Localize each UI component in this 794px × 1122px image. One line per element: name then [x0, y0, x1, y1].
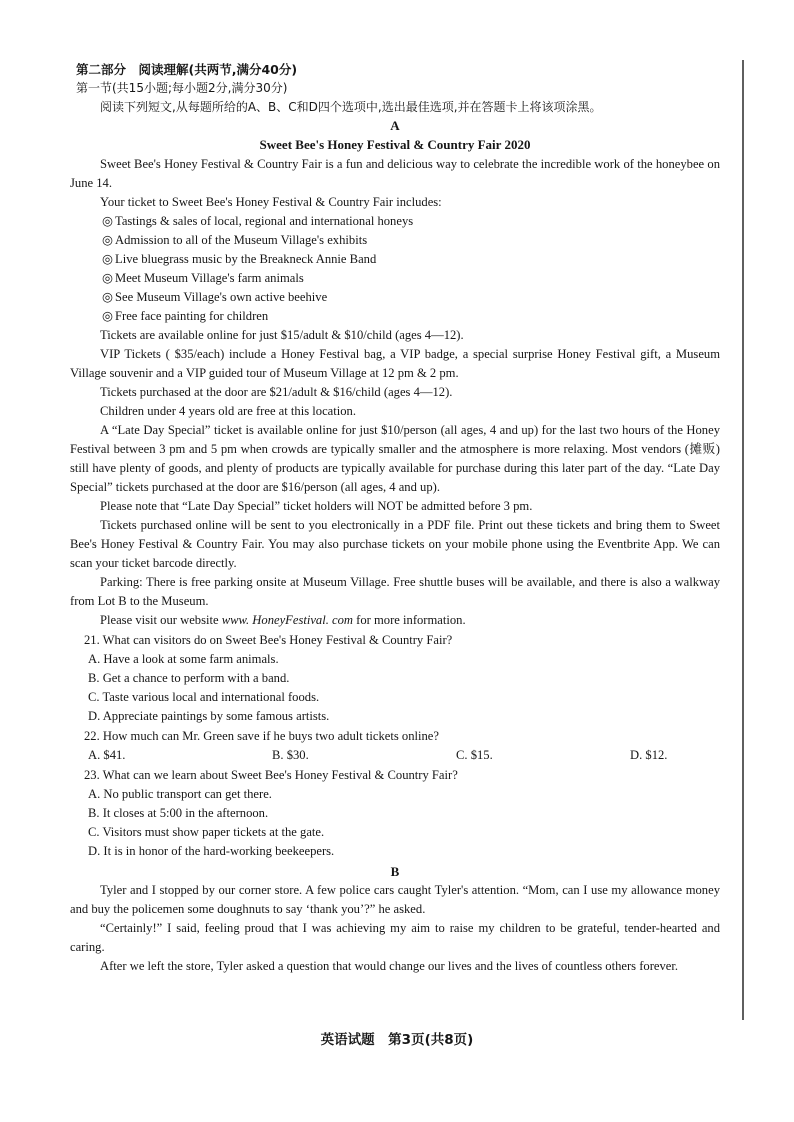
children-free: Children under 4 years old are free at this location.	[100, 404, 356, 418]
circle-bullet-icon: ◎	[102, 290, 113, 304]
option-d: D. It is in honor of the hard-working beekeepers.	[88, 844, 335, 858]
option-c: C. Visitors must show paper tickets at the gate.	[88, 825, 325, 839]
tickets-online: Tickets are available online for just $15/adult & $10/child (ages 4—12).	[100, 328, 464, 342]
question-stem: 21. What can visitors do on Sweet Bee's Honey Festival & Country Fair?	[84, 633, 453, 647]
circle-bullet-icon: ◎	[102, 309, 113, 323]
page-edge-line	[742, 60, 744, 1020]
option-b: B. Get a chance to perform with a band.	[88, 671, 290, 685]
parking-info: Parking: There is free parking onsite at Museum Village. Free shuttle buses will be available, and there is also a walkway from Lot B to the Museum.	[70, 575, 720, 608]
passage-b-paragraph: “Certainly!” I said, feeling proud that I was achieving my aim to raise my children to be grateful, tender-hearted and caring.	[70, 921, 720, 954]
late-day-note: Please note that “Late Day Special” ticket holders will NOT be admitted before 3 pm.	[100, 499, 533, 513]
late-day-special: A “Late Day Special” ticket is available online for just $10/person (all ages, 4 and up) for the last two hours of the Honey Festival between 3 pm and 5 pm when crowds are typically smaller and the atmosphere is more relaxing. Most vendors (摊贩) still have plenty of goods, and plenty of products are typically available for purchase during this later part of the day. “Late Day Special” tickets purchased at the door are $16/person (all ages, 4 and up).	[70, 423, 720, 494]
circle-bullet-icon: ◎	[102, 233, 113, 247]
circle-bullet-icon: ◎	[102, 214, 113, 228]
includes-intro: Your ticket to Sweet Bee's Honey Festival & Country Fair includes:	[100, 195, 442, 209]
online-delivery: Tickets purchased online will be sent to you electronically in a PDF file. Print out these tickets and bring them to Sweet Bee's Honey Festival & Country Fair. You may also purchase tickets on your mobile phone using the Eventbrite App. We can scan your ticket barcode directly.	[70, 518, 720, 570]
list-item: ◎ See Museum Village's own active beehive	[102, 290, 328, 304]
option-a: A. Have a look at some farm animals.	[88, 652, 279, 666]
circle-bullet-icon: ◎	[102, 252, 113, 266]
tickets-door: Tickets purchased at the door are $21/adult & $16/child (ages 4—12).	[100, 385, 453, 399]
list-item: ◎ Free face painting for children	[102, 309, 269, 323]
question-stem: 22. How much can Mr. Green save if he buys two adult tickets online?	[84, 729, 439, 743]
website-url: www. HoneyFestival. com	[221, 613, 354, 627]
option-d: D. $12.	[630, 748, 668, 762]
list-item: ◎ Tastings & sales of local, regional and international honeys	[102, 214, 414, 228]
passage-a-intro: Sweet Bee's Honey Festival & Country Fair is a fun and delicious way to celebrate the incredible work of the honeybee on June 14.	[70, 157, 720, 190]
passage-b-letter: B	[390, 864, 400, 879]
instruction: 阅读下列短文,从每题所给的A、B、C和D四个选项中,选出最佳选项,并在答题卡上将该项涂黑。	[100, 100, 602, 114]
list-item: ◎ Live bluegrass music by the Breakneck Annie Band	[102, 252, 377, 266]
question-23	[70, 766, 720, 861]
passage-a-letter: A	[390, 118, 400, 133]
list-item: ◎ Meet Museum Village's farm animals	[102, 271, 304, 285]
option-d: D. Appreciate paintings by some famous artists.	[88, 709, 330, 723]
question-22	[70, 727, 720, 765]
section-title: 第一节(共15小题;每小题2分,满分30分)	[76, 81, 288, 95]
option-c: C. Taste various local and international foods.	[88, 690, 320, 704]
option-a: A. No public transport can get there.	[88, 787, 272, 801]
part-title: 第二部分 阅读理解(共两节,满分40分)	[76, 62, 298, 77]
options-row	[70, 746, 720, 765]
option-b: B. It closes at 5:00 in the afternoon.	[88, 806, 269, 820]
question-21	[70, 631, 720, 726]
list-item: ◎ Admission to all of the Museum Village's exhibits	[102, 233, 368, 247]
page-footer: 英语试题 第3页(共8页)	[320, 1032, 474, 1048]
website-line: Please visit our website www. HoneyFestival. com for more information.	[100, 613, 466, 627]
option-c: C. $15.	[456, 748, 493, 762]
passage-b-paragraph: Tyler and I stopped by our corner store. A few police cars caught Tyler's attention. “Mom, can I use my allowance money and buy the policemen some doughnuts to say ‘thank you’?” he asked.	[70, 883, 720, 916]
vip-tickets: VIP Tickets ( $35/each) include a Honey Festival bag, a VIP badge, a special surprise Honey Festival gift, a Museum Village souvenir and a VIP guided tour of Museum Village at 12 pm & 2 pm.	[70, 347, 720, 380]
includes-list	[70, 212, 720, 326]
passage-a-title: Sweet Bee's Honey Festival & Country Fair 2020	[259, 137, 531, 152]
option-a: A. $41.	[88, 748, 126, 762]
exam-page	[70, 60, 720, 976]
option-b: B. $30.	[272, 748, 309, 762]
question-stem: 23. What can we learn about Sweet Bee's Honey Festival & Country Fair?	[84, 768, 458, 782]
circle-bullet-icon: ◎	[102, 271, 113, 285]
passage-b-paragraph: After we left the store, Tyler asked a question that would change our lives and the lives of countless others forever.	[100, 959, 679, 973]
